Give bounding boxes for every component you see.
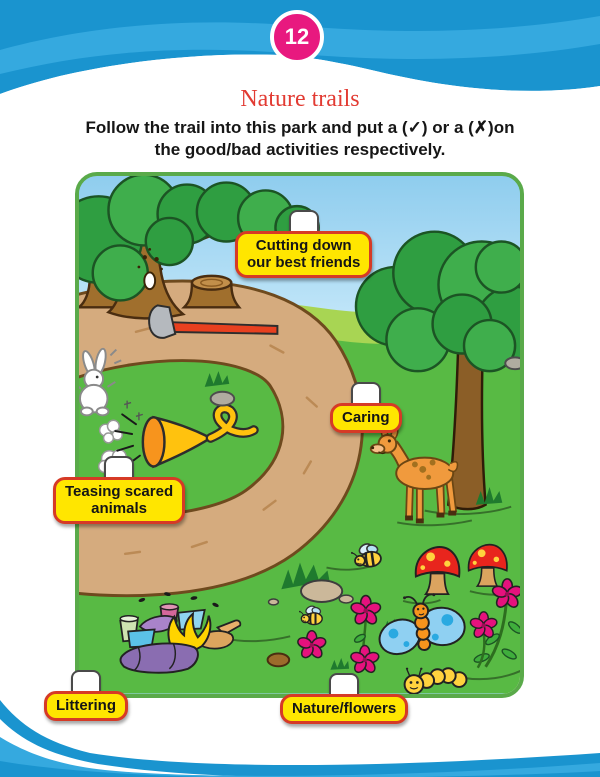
label-text: Teasing scared [65, 483, 174, 500]
activity-littering [44, 670, 128, 721]
label-text: Nature/flowers [292, 700, 397, 717]
label-text: Cutting down [255, 237, 352, 254]
label-teasing-animals [53, 477, 185, 524]
instruction-line-2: the good/bad activities respectively. [154, 140, 446, 160]
page-title: Nature trails [240, 86, 360, 112]
label-nature-flowers [280, 694, 408, 724]
tree-stump-right [184, 276, 239, 307]
activity-cutting-trees [235, 210, 372, 278]
label-text: Caring [342, 409, 390, 426]
label-text: Littering [56, 697, 116, 714]
label-cutting-trees [235, 231, 372, 278]
label-caring [330, 403, 402, 433]
activity-caring [330, 382, 402, 433]
activity-teasing-animals [53, 456, 185, 524]
label-littering [44, 691, 128, 721]
page-number-badge: 12 [270, 10, 324, 64]
activity-nature-flowers [280, 673, 408, 724]
label-text: animals [91, 500, 147, 518]
instruction-text [0, 117, 600, 162]
instruction-line-1: Follow the trail into this park and put a (✓) or a (✗)on [85, 118, 515, 137]
label-text: our best friends [247, 254, 361, 272]
